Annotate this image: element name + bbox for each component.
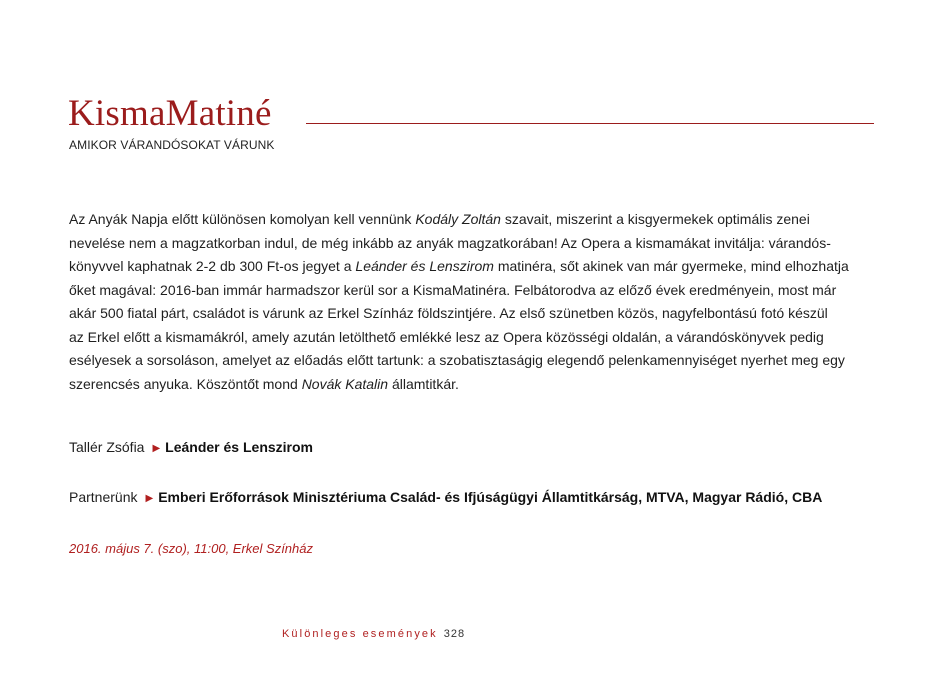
body-text-segment: Az Anyák Napja előtt különösen komolyan kell vennünk: [69, 211, 416, 227]
event-date: 2016. május 7. (szo), 11:00, Erkel Színház: [69, 541, 313, 556]
body-text-segment: az Erkel előtt a kismamákról, amely azután letölthető emlékké lesz az Opera közösségi oldalán, a várandóskönyvek pedig: [69, 328, 824, 345]
body-line: [69, 232, 859, 256]
body-emphasis: Leánder és Lenszirom: [355, 258, 494, 274]
body-text-segment: államtitkár.: [388, 375, 459, 392]
credit-name: Tallér Zsófia: [69, 439, 145, 455]
body-line: [69, 302, 859, 326]
body-line: [69, 373, 859, 397]
arrow-right-icon: ▶: [152, 443, 161, 454]
credit-work-link[interactable]: Leánder és Lenszirom: [165, 439, 313, 455]
partner-label: Partnerünk: [69, 489, 138, 505]
body-emphasis: Kodály Zoltán: [415, 211, 501, 227]
body-line: [69, 208, 859, 232]
title-rule: [306, 123, 874, 124]
body-text-segment: matinéra, sőt akinek van már gyermeke, mind elhozhatja: [493, 258, 849, 274]
body-emphasis: Novák Katalin: [301, 375, 389, 392]
body-line: [69, 255, 859, 279]
body-text-segment: őket magával: 2016-ban immár harmadszor kerül sor a KismaMatinéra. Felbátorodva az előző évek eredményein, most már: [69, 281, 837, 298]
body-line: [69, 349, 859, 373]
body-text-segment: esélyesek a sorsoláson, amelyet az előadás előtt tartunk: a szobatisztaságig elegendő pelenkamennyiséget nyerhet meg egy: [69, 352, 845, 368]
body-text-segment: könyvvel kaphatnak 2-2 db 300 Ft-os jegyet a: [69, 258, 356, 274]
body-line: [69, 326, 859, 350]
partner-row: [69, 487, 822, 509]
page-number: 328: [443, 628, 466, 640]
footer-section-title: Különleges események: [282, 628, 438, 640]
body-line: [69, 279, 859, 303]
page-footer: [282, 626, 465, 642]
page-subtitle: AMIKOR VÁRANDÓSOKAT VÁRUNK: [69, 138, 275, 152]
body-text-segment: szerencsés anyuka. Köszöntőt mond: [69, 375, 302, 392]
body-text-segment: szavait, miszerint a kisgyermekek optimális zenei: [500, 211, 810, 227]
page-title: KismaMatiné: [68, 93, 272, 134]
arrow-right-icon: ▶: [145, 493, 154, 504]
title-row: [68, 92, 874, 136]
body-text-segment: akár 500 fiatal párt, családot is várunk az Erkel Színház földszintjére. Az első szünetben közös, nagyfelbontású fotó készül: [69, 305, 828, 321]
body-paragraph: [69, 208, 859, 396]
credit-row: [69, 437, 313, 459]
body-text-segment: nevelése nem a magzatkorban indul, de még inkább az anyák magzatkorában! Az Opera a kismamákat invitálja: várandós-: [69, 234, 831, 251]
partner-list: Emberi Erőforrások Minisztériuma Család- és Ifjúságügyi Államtitkárság, MTVA, Magyar Rádió, CBA: [158, 489, 823, 505]
